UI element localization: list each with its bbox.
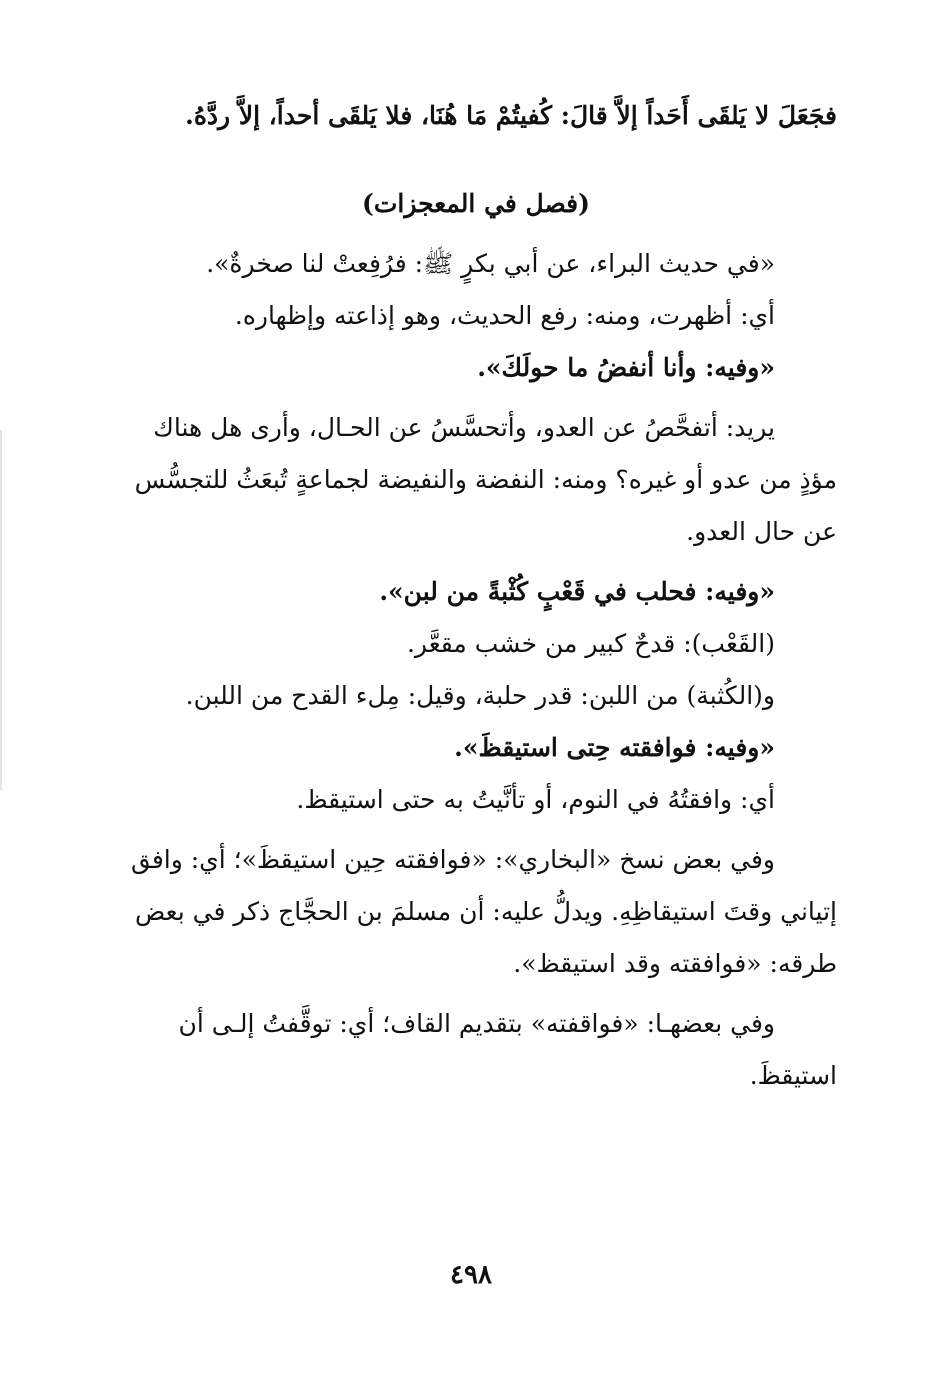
text-line-5: «وفيه: وأنا أنفضُ ما حولَكَ». bbox=[477, 353, 775, 382]
text-line-11: و(الكُثبة) من اللبن: قدر حلبة، وقيل: مِلء القدح من اللبن. bbox=[185, 681, 775, 710]
text-line-8: عن حال العدو. bbox=[686, 517, 837, 546]
text-line-15: إتياني وقتَ استيقاظِهِ. ويدلُّ عليه: أن مسلمَ بن الحجَّاج ذكر في بعض bbox=[135, 897, 837, 926]
text-line-18: استيقظَ. bbox=[749, 1061, 837, 1090]
text-line-16: طرقه: «فوافقته وقد استيقظ». bbox=[513, 949, 837, 978]
text-line-6: يريد: أتفحَّصُ عن العدو، وأتحسَّسُ عن الحـال، وأرى هل هناك bbox=[153, 413, 775, 442]
page-body bbox=[115, 88, 837, 1348]
text-line-9: «وفيه: فحلب في قَعْبٍ كُثْبةً من لبن». bbox=[379, 577, 775, 606]
page-number: ٤٩٨ bbox=[450, 1260, 492, 1290]
text-line-7: مؤذٍ من عدو أو غيره؟ ومنه: النفضة والنفيضة لجماعةٍ تُبعَثُ للتجسُّس bbox=[134, 465, 837, 494]
text-line-13: أي: وافقتُهُ في النوم، أو تأنَّيتُ به حتى استيقظ. bbox=[296, 785, 775, 814]
text-line-4: أي: أظهرت، ومنه: رفع الحديث، وهو إذاعته وإظهاره. bbox=[234, 301, 775, 330]
text-line-10: (القَعْب): قدحٌ كبير من خشب مقعَّر. bbox=[406, 629, 775, 658]
text-line-14: وفي بعض نسخ «البخاري»: «فوافقته حِين استيقظَ»؛ أي: وافق bbox=[130, 845, 775, 874]
text-line-3: «في حديث البراء، عن أبي بكرٍ ﷺ: فرُفِعتْ لنا صخرةٌ». bbox=[206, 249, 775, 278]
section-title: (فصل في المعجزات) bbox=[362, 189, 590, 218]
text-line-17: وفي بعضهـا: «فواقفته» بتقديم القاف؛ أي: توقَّفتُ إلـى أن bbox=[178, 1009, 775, 1038]
text-line-1: فجَعَلَ لا يَلقَى أَحَداً إلاَّ قالَ: كُفيتُمْ مَا هُنَا، فلا يَلقَى أحداً، إلاَّ ردَّهُ. bbox=[185, 101, 837, 130]
text-line-12: «وفيه: فوافقته حِتى استيقظَ». bbox=[454, 733, 775, 762]
page-edge-shadow bbox=[0, 430, 2, 790]
